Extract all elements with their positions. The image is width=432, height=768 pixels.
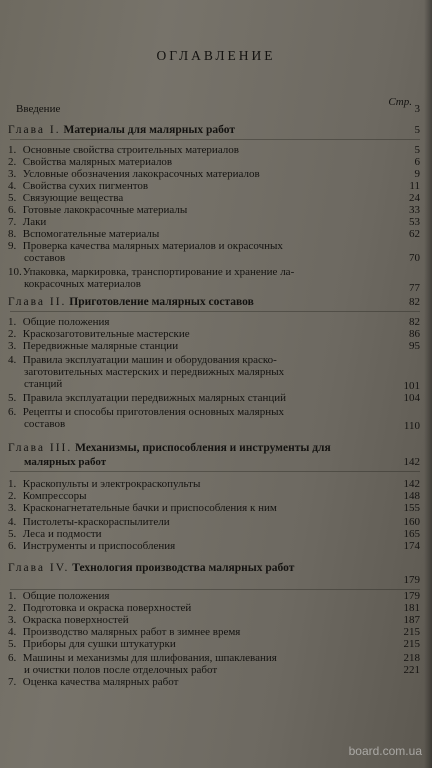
item-number: 4. — [8, 626, 17, 638]
item-text: Связующие вещества — [22, 192, 124, 204]
item-page: 24 — [409, 192, 420, 204]
toc-item[interactable] — [8, 602, 420, 614]
item-page: 148 — [403, 490, 420, 502]
item-page: 6 — [414, 156, 420, 168]
item-text: Основные свойства строительных материалов — [22, 144, 239, 156]
toc-item[interactable] — [8, 540, 420, 552]
item-page: 104 — [403, 392, 420, 404]
item-page: 11 — [409, 180, 420, 192]
item-text: Компрессоры — [22, 490, 87, 502]
item-text: Пистолеты-краскораспылители — [22, 516, 170, 528]
chapter-title: Механизмы, приспособления и инструменты для — [75, 442, 331, 454]
item-text: Краскопульты и электрокраскопульты — [22, 478, 201, 490]
item-text: Передвижные малярные станции — [22, 340, 179, 352]
toc-item[interactable] — [8, 216, 420, 228]
item-number: 7. — [8, 216, 17, 228]
toc-item-continuation — [24, 366, 392, 378]
item-text-cont: кокрасочных материалов — [24, 278, 141, 290]
divider — [10, 311, 420, 312]
item-page: 181 — [403, 602, 420, 614]
item-number: 6. — [8, 652, 17, 664]
item-page: 5 — [414, 144, 420, 156]
item-number: 2. — [8, 490, 17, 502]
item-text-cont: составов — [24, 252, 66, 264]
toc-item-continuation — [24, 418, 392, 430]
item-text: Вспомогательные материалы — [22, 228, 160, 240]
item-page: 101 — [403, 380, 420, 392]
item-text: Приборы для сушки штукатурки — [22, 638, 176, 650]
toc-item-continuation — [24, 278, 392, 290]
item-page: 187 — [403, 614, 420, 626]
item-page: 86 — [409, 328, 420, 340]
toc-item[interactable] — [8, 528, 420, 540]
toc-item[interactable] — [8, 638, 420, 650]
item-page: 77 — [409, 282, 420, 294]
item-text: Краскозаготовительные мастерские — [22, 328, 190, 340]
item-number: 5. — [8, 638, 17, 650]
item-page: 155 — [403, 502, 420, 514]
watermark: board.com.ua — [348, 744, 422, 758]
toc-item[interactable] — [8, 328, 420, 340]
item-number: 1. — [8, 144, 17, 156]
item-page: 221 — [403, 664, 420, 676]
item-number: 8. — [8, 228, 17, 240]
toc-item[interactable] — [8, 652, 420, 664]
page-edge-shadow — [424, 0, 432, 768]
item-text: Свойства сухих пигментов — [22, 180, 149, 192]
item-number: 3. — [8, 502, 17, 514]
toc-item[interactable] — [8, 180, 420, 192]
chapter-title: Приготовление малярных составов — [69, 296, 254, 308]
item-text: Условные обозначения лакокрасочных материалов — [22, 168, 260, 180]
toc-item[interactable] — [8, 240, 420, 252]
item-text: Оценка качества малярных работ — [22, 676, 179, 688]
item-number: 7. — [8, 676, 17, 688]
item-text: Леса и подмости — [22, 528, 102, 540]
item-number: 1. — [8, 590, 17, 602]
item-text-cont: станций — [24, 378, 63, 390]
item-number: 3. — [8, 168, 17, 180]
item-text: Свойства малярных материалов — [22, 156, 173, 168]
item-number: 4. — [8, 180, 17, 192]
item-number: 3. — [8, 340, 17, 352]
toc-item[interactable] — [8, 478, 420, 490]
toc-item-continuation — [24, 252, 392, 264]
toc-item[interactable] — [8, 316, 420, 328]
toc-intro[interactable] — [16, 103, 420, 115]
item-number: 1. — [8, 316, 17, 328]
item-page: 70 — [409, 252, 420, 264]
chapter-label: Глава IV. — [8, 562, 70, 574]
toc-item[interactable] — [8, 406, 420, 418]
toc-item[interactable] — [8, 192, 420, 204]
toc-item[interactable] — [8, 156, 420, 168]
item-text: Правила эксплуатации машин и оборудования краско- — [22, 354, 277, 366]
item-number: 5. — [8, 392, 17, 404]
chapter-3-heading-cont — [24, 456, 392, 468]
item-page: 174 — [403, 540, 420, 552]
item-number: 4. — [8, 516, 17, 528]
item-page: 160 — [403, 516, 420, 528]
item-number: 3. — [8, 614, 17, 626]
chapter-title: Технология производства малярных работ — [72, 562, 295, 574]
item-text: Проверка качества малярных материалов и окрасочных — [22, 240, 283, 252]
chapter-label: Глава I. — [8, 124, 61, 136]
item-text: Подготовка и окраска поверхностей — [22, 602, 192, 614]
item-number: 10. — [8, 266, 22, 278]
divider — [10, 139, 420, 140]
toc-item[interactable] — [8, 266, 420, 278]
toc-item-continuation — [24, 378, 392, 390]
toc-item[interactable] — [8, 516, 420, 528]
page-column-label: Стр. — [388, 96, 412, 108]
item-page: 33 — [409, 204, 420, 216]
divider — [10, 471, 420, 472]
item-page: 179 — [403, 590, 420, 602]
toc-item[interactable] — [8, 204, 420, 216]
item-number: 6. — [8, 204, 17, 216]
item-page: 165 — [403, 528, 420, 540]
item-page: 218 — [403, 652, 420, 664]
item-text: Инструменты и приспособления — [22, 540, 176, 552]
item-text: Лаки — [22, 216, 47, 228]
toc-item[interactable] — [8, 354, 420, 366]
item-number: 1. — [8, 478, 17, 490]
chapter-3-heading[interactable] — [8, 442, 420, 454]
item-page: 53 — [409, 216, 420, 228]
item-text-cont: заготовительных мастерских и передвижных малярных — [24, 366, 285, 378]
chapter-4-heading[interactable] — [8, 562, 420, 574]
item-page: 82 — [409, 316, 420, 328]
toc-item[interactable] — [8, 392, 420, 404]
page-title: ОГЛАВЛЕНИЕ — [156, 48, 276, 63]
item-text-cont: и очистки полов после отделочных работ — [24, 664, 218, 676]
item-number: 2. — [8, 602, 17, 614]
toc-item[interactable] — [8, 168, 420, 180]
chapter-1-heading[interactable] — [8, 124, 420, 136]
item-text: Машины и механизмы для шлифования, шпаклевания — [22, 652, 277, 664]
item-page: 110 — [403, 420, 420, 432]
item-text: Общие положения — [22, 316, 110, 328]
toc-item-continuation — [24, 664, 392, 676]
chapter-2-heading[interactable] — [8, 296, 420, 308]
chapter-title: Материалы для малярных работ — [63, 124, 235, 136]
toc-item[interactable] — [8, 626, 420, 638]
toc-item[interactable] — [8, 676, 420, 688]
chapter-page: 179 — [403, 574, 420, 586]
toc-intro-page: 3 — [414, 103, 420, 115]
item-text: Общие положения — [22, 590, 110, 602]
item-text: Окраска поверхностей — [22, 614, 129, 626]
chapter-title-cont: малярных работ — [24, 456, 107, 468]
toc-intro-title: Введение — [16, 103, 61, 115]
toc-item[interactable] — [8, 340, 420, 352]
item-page: 215 — [403, 626, 420, 638]
toc-item[interactable] — [8, 228, 420, 240]
item-text: Рецепты и способы приготовления основных малярных — [22, 406, 284, 418]
item-page: 95 — [409, 340, 420, 352]
item-page: 215 — [403, 638, 420, 650]
item-number: 2. — [8, 328, 17, 340]
item-page: 142 — [403, 478, 420, 490]
chapter-page: 82 — [409, 296, 420, 308]
item-text: Производство малярных работ в зимнее время — [22, 626, 241, 638]
item-page: 62 — [409, 228, 420, 240]
item-number: 6. — [8, 406, 17, 418]
item-text: Правила эксплуатации передвижных малярных станций — [22, 392, 287, 404]
toc-item[interactable] — [8, 502, 420, 514]
chapter-page: 142 — [403, 456, 420, 468]
toc-item[interactable] — [8, 614, 420, 626]
item-number: 5. — [8, 192, 17, 204]
item-number: 2. — [8, 156, 17, 168]
chapter-label: Глава II. — [8, 296, 67, 308]
chapter-label: Глава III. — [8, 442, 73, 454]
toc-item[interactable] — [8, 490, 420, 502]
item-number: 4. — [8, 354, 17, 366]
item-text-cont: составов — [24, 418, 66, 430]
item-number: 6. — [8, 540, 17, 552]
toc-item[interactable] — [8, 590, 420, 602]
item-number: 9. — [8, 240, 17, 252]
item-text: Готовые лакокрасочные материалы — [22, 204, 188, 216]
item-text: Красконагнетательные бачки и приспособления к ним — [22, 502, 277, 514]
chapter-page: 5 — [414, 124, 420, 136]
item-page: 9 — [414, 168, 420, 180]
item-number: 5. — [8, 528, 17, 540]
toc-item[interactable] — [8, 144, 420, 156]
item-text: Упаковка, маркировка, транспортирование и хранение ла- — [22, 266, 295, 278]
